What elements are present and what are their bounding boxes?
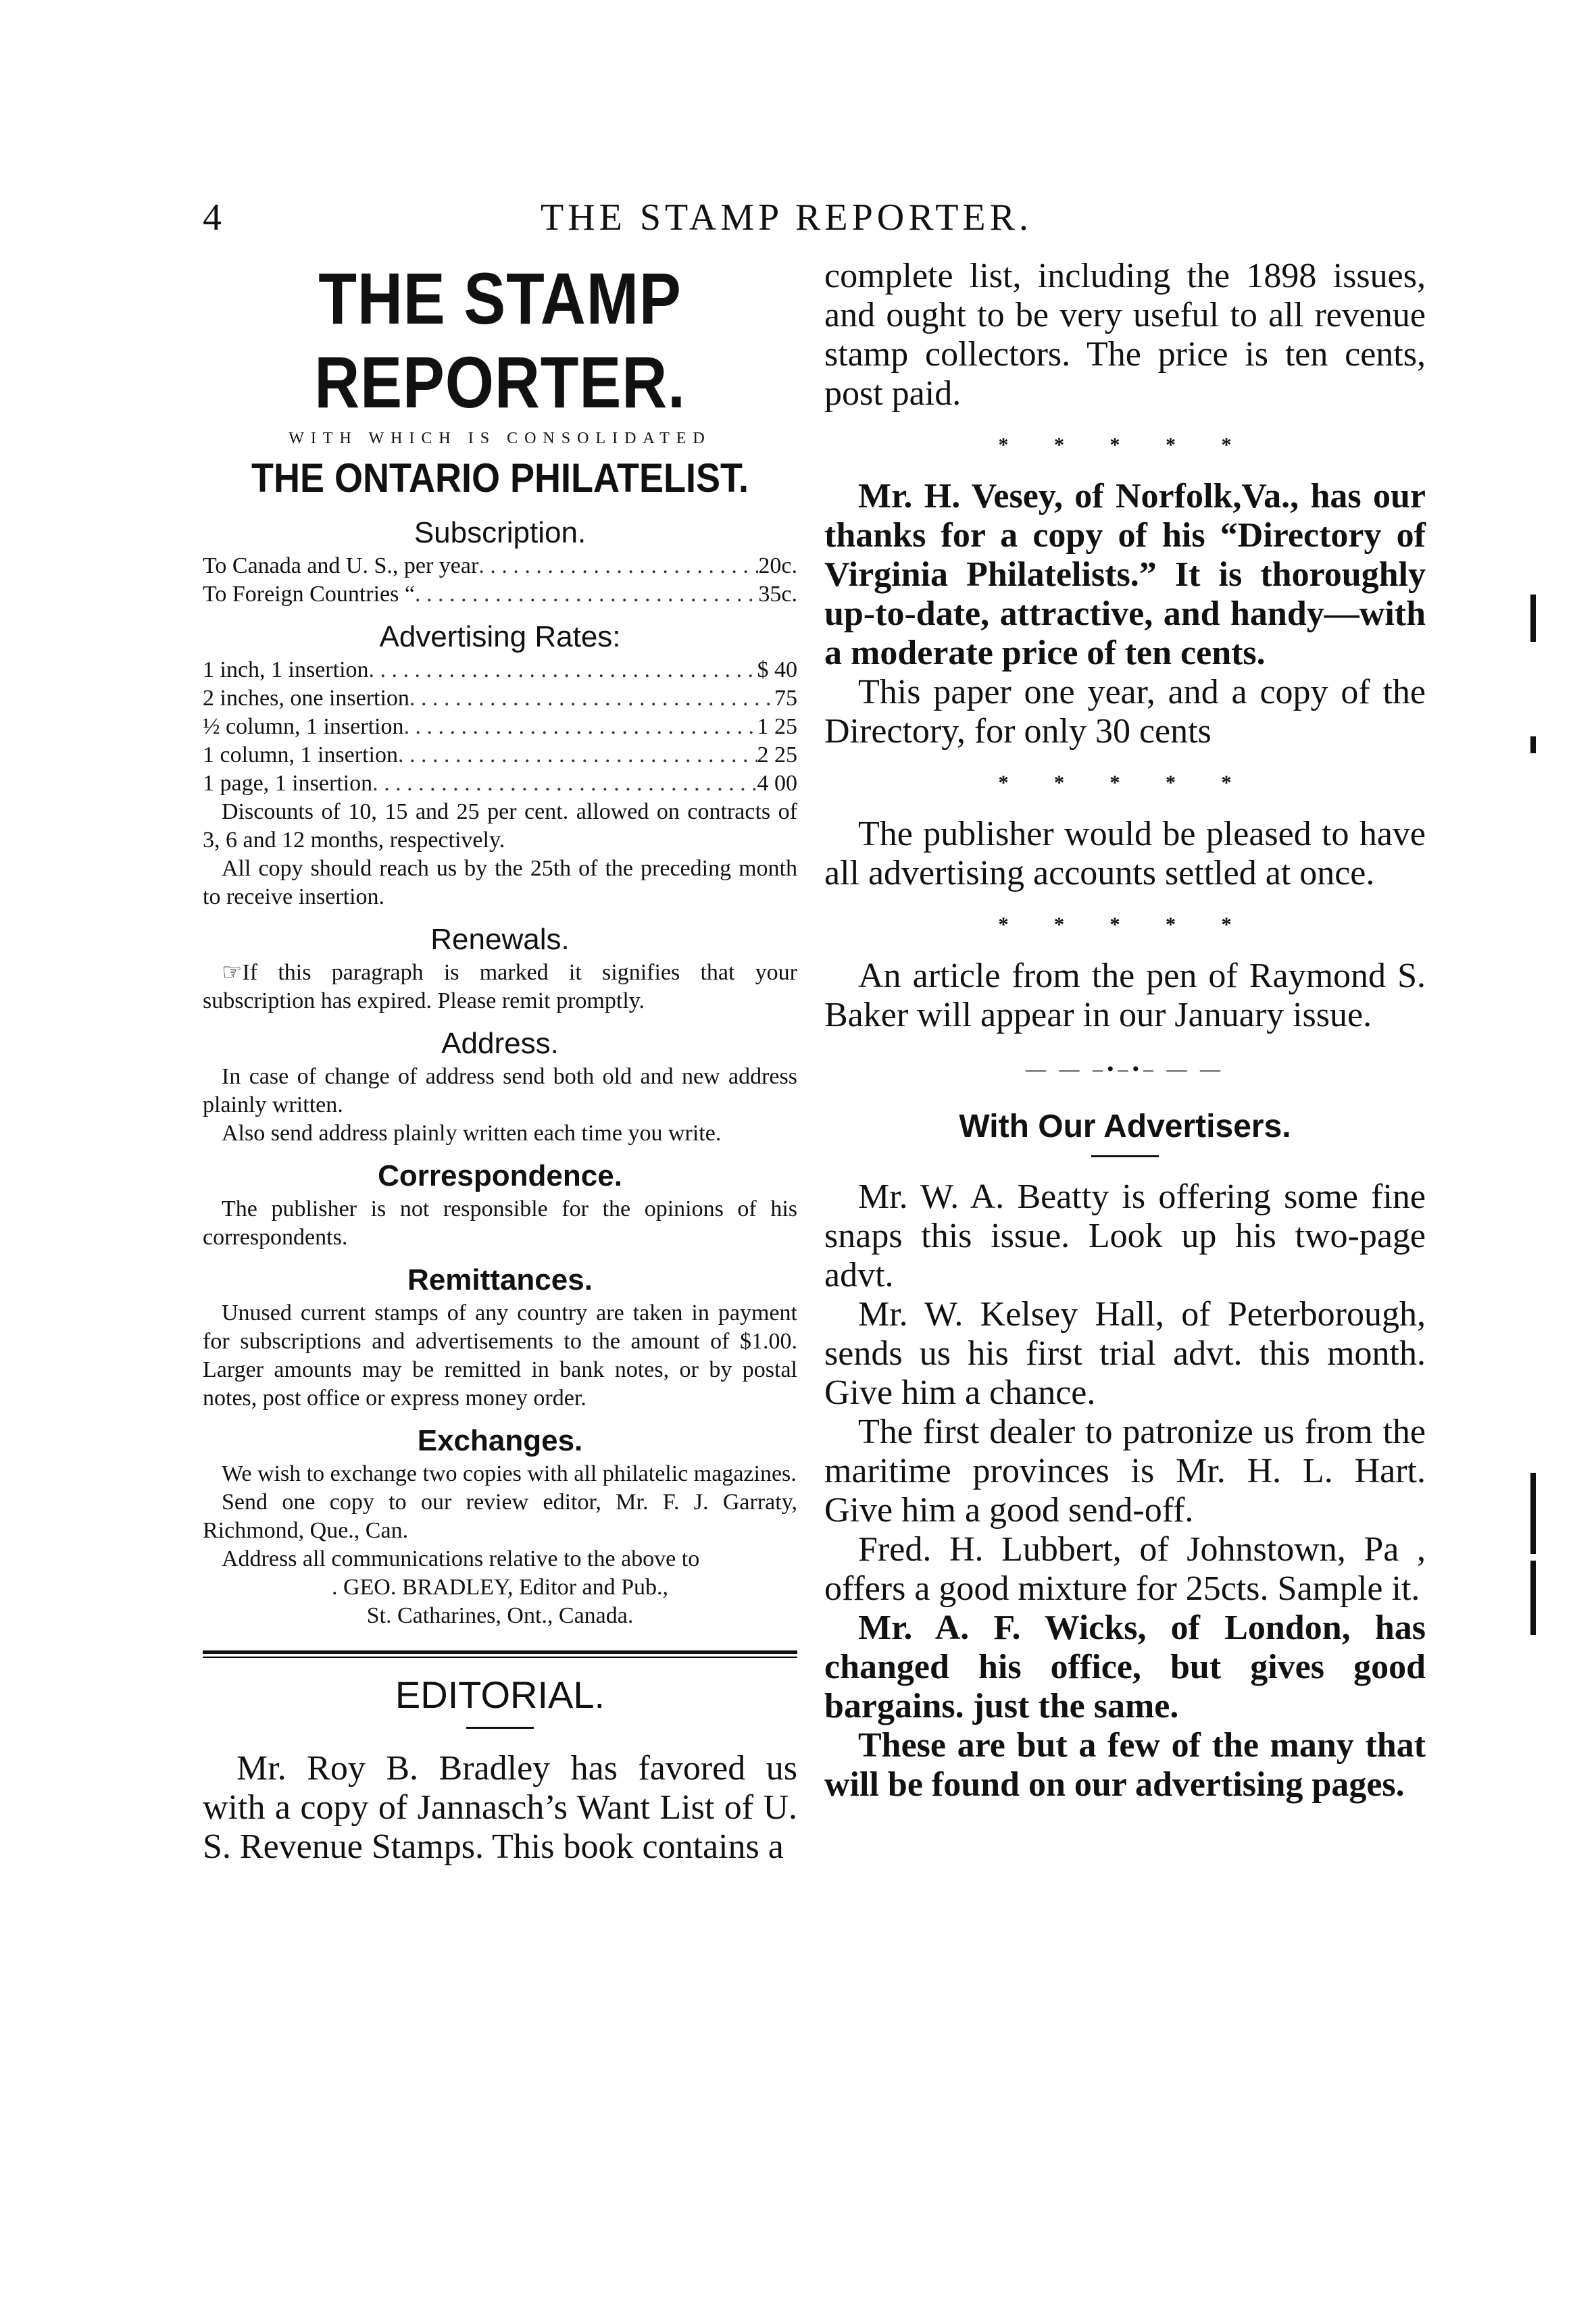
margin-mark <box>1530 595 1536 642</box>
remittances-heading: Remittances. <box>407 1263 593 1296</box>
section-stars: * * * * * <box>998 434 1252 456</box>
divider-rule <box>1091 1155 1159 1157</box>
masthead-consolidated: WITH WHICH IS CONSOLIDATED <box>289 430 711 447</box>
editorial-paragraph: complete list, including the 1898 issues, and ought to be very useful to all revenue stamp collectors. The price is ten cents, post paid. <box>824 257 1426 413</box>
editorial-paragraph: Mr. H. Vesey, of Norfolk,Va., has our thanks for a copy of his “Directory of Virginia Philatelists.” It is thoroughly up-to-date, attractive, and handy—with a moderate price of ten cents. <box>824 477 1426 672</box>
rate-row: To Canada and U. S., per year . . . 20c. <box>203 552 797 580</box>
editor-signature: . GEO. BRADLEY, Editor and Pub., <box>331 1575 669 1600</box>
advertiser-note: Mr. A. F. Wicks, of London, has changed his office, but gives good bargains. just the same. <box>824 1609 1426 1725</box>
address-text: In case of change of address send both old and new address plainly written. <box>203 1064 797 1117</box>
running-title: THE STAMP REPORTER. <box>541 197 1032 238</box>
rate-row: 2 inches, one insertion . . . 75 <box>203 684 797 713</box>
rate-row: 1 inch, 1 insertion . . . $ 40 <box>203 656 797 684</box>
divider-rule <box>203 1657 797 1658</box>
section-stars: * * * * * <box>998 772 1252 794</box>
masthead-title: THE STAMP REPORTER. <box>314 257 686 423</box>
copy-deadline-note: All copy should reach us by the 25th of the preceding month to receive insertion. <box>203 856 797 909</box>
editorial-heading: EDITORIAL. <box>395 1673 605 1716</box>
advertiser-note: Mr. W. Kelsey Hall, of Peterborough, sends us his first trial advt. this month. Give him a chance. <box>824 1295 1426 1412</box>
advertiser-note: Mr. W. A. Beatty is offering some fine snaps this issue. Look up his two-page advt. <box>824 1178 1426 1294</box>
margin-mark <box>1530 1473 1536 1554</box>
correspondence-text: The publisher is not responsible for the opinions of his correspondents. <box>203 1196 797 1250</box>
advertising-heading: Advertising Rates: <box>379 620 621 653</box>
editor-address: St. Catharines, Ont., Canada. <box>366 1603 634 1628</box>
divider-rule <box>466 1727 534 1729</box>
page-header <box>203 196 1370 250</box>
editorial-paragraph: Mr. Roy B. Bradley has favored us with a copy of Jannasch’s Want List of U. S. Revenue Stamps. This book contains a <box>203 1749 797 1866</box>
address-text: Also send address plainly written each time you write. <box>222 1121 722 1146</box>
rate-row: ½ column, 1 insertion . . . 1 25 <box>203 713 797 741</box>
advertising-rates <box>203 656 797 911</box>
subscription-heading: Subscription. <box>414 516 586 549</box>
exchanges-text: We wish to exchange two copies with all philatelic magazines. <box>222 1461 797 1486</box>
renewals-text: ☞If this paragraph is marked it signifies that your subscription has expired. Please remit promptly. <box>203 960 797 1013</box>
advertiser-note: The first dealer to patronize us from the maritime provinces is Mr. H. L. Hart. Give him a good send-off. <box>824 1413 1426 1530</box>
correspondence-heading: Correspondence. <box>378 1159 622 1192</box>
rate-row: To Foreign Countries “ . . . 35c. <box>203 580 797 609</box>
subscription-rates <box>203 552 797 609</box>
editorial-paragraph: The publisher would be pleased to have all advertising accounts settled at once. <box>824 815 1426 892</box>
margin-mark <box>1530 1561 1536 1635</box>
rate-row: 1 page, 1 insertion . . . 4 00 <box>203 769 797 798</box>
editorial-paragraph: An article from the pen of Raymond S. Baker will appear in our January issue. <box>824 957 1426 1034</box>
address-heading: Address. <box>441 1027 559 1060</box>
advertiser-note: Fred. H. Lubbert, of Johnstown, Pa , offers a good mixture for 25cts. Sample it. <box>824 1530 1426 1608</box>
masthead <box>203 257 797 505</box>
editorial-paragraph: This paper one year, and a copy of the Directory, for only 30 cents <box>824 673 1426 751</box>
renewals-heading: Renewals. <box>430 923 570 956</box>
section-stars: * * * * * <box>998 913 1252 936</box>
page-number: 4 <box>203 197 222 238</box>
divider-rule <box>203 1650 797 1654</box>
advertisers-heading: With Our Advertisers. <box>959 1109 1291 1144</box>
masthead-subtitle: THE ONTARIO PHILATELIST. <box>251 455 749 501</box>
exchanges-text: Address all communications relative to the above to <box>222 1546 700 1571</box>
left-column <box>203 257 797 1867</box>
rate-row: 1 column, 1 insertion . . . 2 25 <box>203 741 797 769</box>
exchanges-heading: Exchanges. <box>417 1424 583 1457</box>
remittances-text: Unused current stamps of any country are taken in payment for subscriptions and advertisements to the amount of $1.00. Larger amounts may be remitted in bank notes, or by postal notes, post office or express money order. <box>203 1300 797 1411</box>
advertiser-note: These are but a few of the many that will be found on our advertising pages. <box>824 1726 1426 1804</box>
right-column <box>824 257 1426 1804</box>
exchanges-text: Send one copy to our review editor, Mr. F. J. Garraty, Richmond, Que., Can. <box>203 1490 797 1543</box>
discount-note: Discounts of 10, 15 and 25 per cent. allowed on contracts of 3, 6 and 12 months, respectively. <box>203 799 797 853</box>
ornament-rule: — — –•–•– — — <box>1025 1058 1224 1080</box>
margin-mark <box>1530 736 1536 753</box>
